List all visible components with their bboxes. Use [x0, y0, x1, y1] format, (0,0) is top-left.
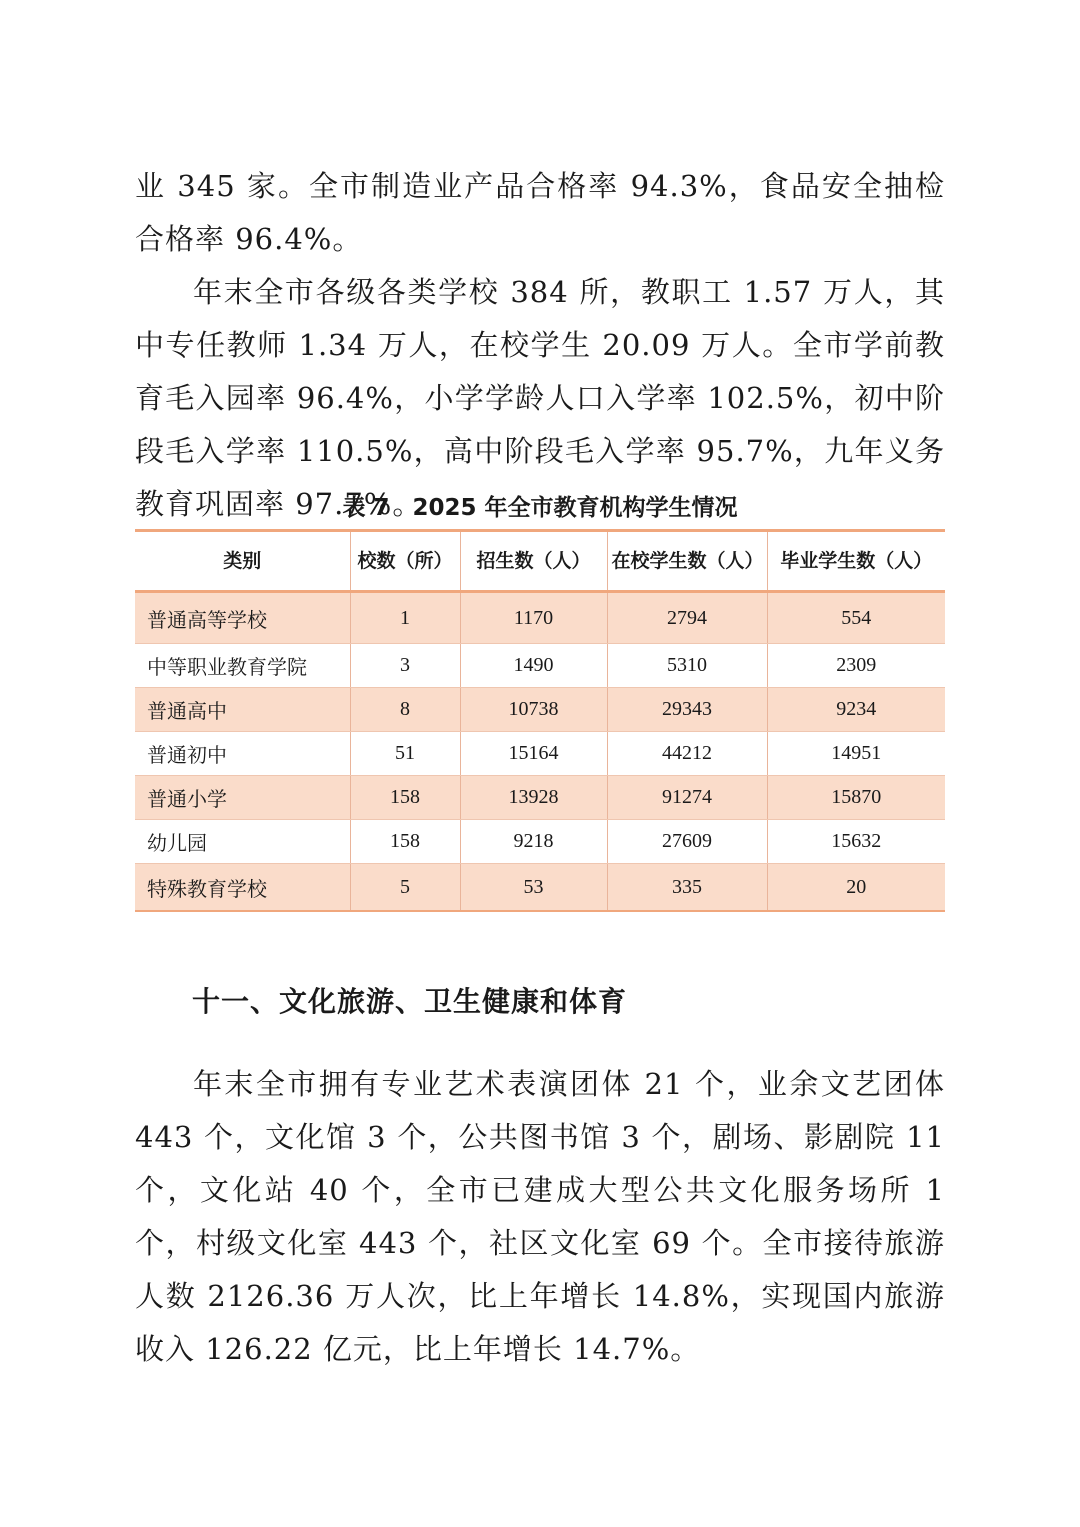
cell-graduates: 15870 — [767, 776, 945, 820]
cell-schools: 1 — [350, 592, 460, 644]
cell-schools: 8 — [350, 688, 460, 732]
header-graduates: 毕业学生数（人） — [767, 531, 945, 592]
cell-graduates: 20 — [767, 864, 945, 912]
cell-graduates: 9234 — [767, 688, 945, 732]
table-row — [135, 688, 945, 732]
cell-students: 91274 — [607, 776, 767, 820]
table-row — [135, 864, 945, 912]
table-caption: 表 7 2025 年全市教育机构学生情况 — [342, 495, 738, 521]
header-school-count: 校数（所） — [350, 531, 460, 592]
cell-enrollment: 10738 — [460, 688, 607, 732]
cell-students: 2794 — [607, 592, 767, 644]
section-heading: 十一、文化旅游、卫生健康和体育 — [192, 985, 628, 1018]
header-category: 类别 — [223, 550, 262, 572]
table-row — [135, 820, 945, 864]
cell-enrollment: 9218 — [460, 820, 607, 864]
cell-enrollment: 53 — [460, 864, 607, 912]
cell-graduates: 14951 — [767, 732, 945, 776]
header-students: 在校学生数（人） — [607, 531, 767, 592]
cell-category: 普通高等学校 — [135, 592, 350, 644]
cell-category: 普通高中 — [135, 688, 350, 732]
cell-graduates: 554 — [767, 592, 945, 644]
cell-schools: 158 — [350, 776, 460, 820]
table-row — [135, 732, 945, 776]
cell-graduates: 15632 — [767, 820, 945, 864]
cell-enrollment: 13928 — [460, 776, 607, 820]
paragraph-culture-tourism: 年末全市拥有专业艺术表演团体 21 个，业余文艺团体 443 个，文化馆 3 个，公共图书馆 3 个，剧场、影剧院 11 个，文化站 40 个，全市已建成大型公共文化服务场所 1 个，村级文化室 443 个，社区文化室 69 个。全市接待旅游人数 2126.36 万人次，比上年增长 14.8%，实现国内旅游收入 126.22 亿元，比上年增长 14.7%。 — [135, 1067, 945, 1366]
cell-category: 幼儿园 — [135, 820, 350, 864]
table-header-row — [135, 531, 945, 592]
cell-enrollment: 15164 — [460, 732, 607, 776]
header-enrollment: 招生数（人） — [460, 531, 607, 592]
cell-students: 5310 — [607, 644, 767, 688]
table-row — [135, 644, 945, 688]
cell-category: 普通初中 — [135, 732, 350, 776]
cell-students: 44212 — [607, 732, 767, 776]
cell-students: 335 — [607, 864, 767, 912]
table-row — [135, 776, 945, 820]
cell-category: 特殊教育学校 — [135, 864, 350, 912]
cell-category: 中等职业教育学院 — [135, 644, 350, 688]
cell-category: 普通小学 — [135, 776, 350, 820]
cell-schools: 5 — [350, 864, 460, 912]
cell-graduates: 2309 — [767, 644, 945, 688]
cell-enrollment: 1170 — [460, 592, 607, 644]
education-table — [135, 529, 945, 912]
paragraph-education: 年末全市各级各类学校 384 所，教职工 1.57 万人，其中专任教师 1.34 万人，在校学生 20.09 万人。全市学前教育毛入园率 96.4%，小学学龄人口入学率 102.5%，初中阶段毛入学率 110.5%，高中阶段毛入学率 95.7%，九年义务教育巩固率 97.7%。 — [135, 275, 945, 521]
cell-schools: 158 — [350, 820, 460, 864]
cell-enrollment: 1490 — [460, 644, 607, 688]
table-row — [135, 592, 945, 644]
cell-students: 29343 — [607, 688, 767, 732]
cell-students: 27609 — [607, 820, 767, 864]
paragraph-manufacturing: 业 345 家。全市制造业产品合格率 94.3%，食品安全抽检合格率 96.4%。 — [135, 169, 945, 256]
cell-schools: 51 — [350, 732, 460, 776]
cell-schools: 3 — [350, 644, 460, 688]
